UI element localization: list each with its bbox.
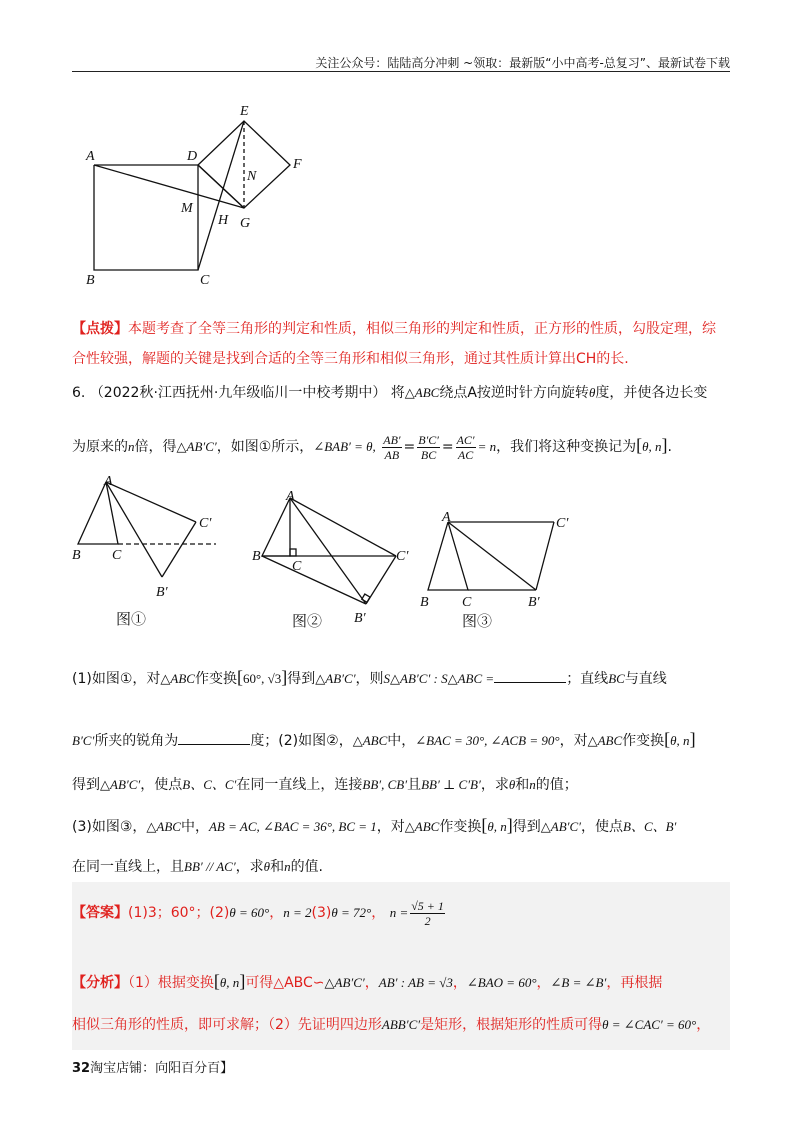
- fig2-caption: 图②: [292, 612, 323, 630]
- header-rule: [72, 71, 730, 72]
- fraction: [410, 899, 445, 928]
- figure-1: [68, 472, 228, 632]
- problem-source: （2022秋·江西抚州·九年级临川一中校考期中）: [89, 385, 387, 401]
- problem-6-line2: 为原来的n倍，得△AB′C′，如图①所示，∠BAB′ = θ, $\frac{AB'}{AB}$ = $\frac{B'C'}{BC}$ = $\frac{AC'}{AC}$ = n，我们将这种变换记为[θ, n].: [72, 432, 672, 462]
- math-angle-b: ∠B = ∠B′: [550, 975, 607, 990]
- text: ，求: [235, 859, 264, 875]
- text: ，使点: [140, 777, 183, 793]
- num: √5 + 1: [411, 898, 444, 913]
- q3-line1: [72, 810, 752, 842]
- f2-label-a: A: [286, 489, 295, 504]
- text: ，再根据: [606, 975, 663, 991]
- text: 度；(2)如图②，: [250, 733, 353, 749]
- math-tri: △AB′C′: [315, 671, 356, 686]
- label-a: A: [86, 149, 95, 164]
- f1-label-c: C: [112, 548, 122, 563]
- text: ，使点: [581, 819, 623, 835]
- math-tri: △ABC: [160, 671, 195, 686]
- math-theta: θ: [263, 859, 271, 874]
- fig3-caption: 图③: [462, 612, 493, 630]
- math-bc: BC: [608, 671, 625, 686]
- label-n: N: [247, 169, 257, 184]
- text: 作变换: [194, 671, 237, 687]
- math-v1: θ = 60°: [229, 905, 270, 920]
- math-tri: △AB′C′: [176, 439, 217, 454]
- math-n: n: [128, 439, 135, 454]
- bracket: [: [213, 971, 220, 991]
- math-v3: θ = 72°: [331, 905, 372, 920]
- num: B′C′: [418, 432, 439, 447]
- math-perp: BB′ ⊥ C′B′: [421, 777, 481, 792]
- text: ，: [364, 975, 379, 991]
- f2-label-c1: C′: [396, 549, 409, 564]
- f3-label-b1: B′: [528, 595, 540, 610]
- text: ；直线: [566, 671, 609, 687]
- math-transform: 60°, √3: [242, 671, 282, 686]
- text: 与直线: [624, 671, 667, 687]
- math-tri: △ABC: [352, 733, 388, 748]
- den: 2: [424, 913, 431, 928]
- analysis-line1: [72, 966, 736, 998]
- fraction: [456, 433, 476, 462]
- square-abcd: [94, 165, 198, 270]
- math-tri: △AB′C′: [540, 819, 581, 834]
- math-angle: ∠BAB′ = θ,: [313, 439, 376, 454]
- label-b: B: [86, 273, 95, 288]
- text: 为原来的: [72, 439, 128, 455]
- text: ，对: [376, 819, 405, 835]
- math-tri: △ABC: [404, 819, 440, 834]
- text: 相似三角形的性质，即可求解；（2）先证明四边形: [72, 1017, 382, 1033]
- answer-tag: 【答案】: [72, 905, 128, 921]
- dianbo-line1: 本题考查了全等三角形的判定和性质，相似三角形的判定和性质，正方形的性质，勾股定理，综: [128, 321, 716, 337]
- label-h: H: [218, 213, 229, 228]
- text: ，: [269, 905, 284, 921]
- answer-line: [72, 898, 732, 928]
- f1-label-c1: C′: [199, 516, 212, 531]
- text: 得到: [287, 671, 316, 687]
- math-n: n: [529, 777, 536, 792]
- math-tri: △AB′C′: [100, 777, 141, 792]
- math-tri: △ABC: [146, 819, 181, 834]
- dianbo-block: [72, 314, 732, 374]
- bracket: ]: [689, 729, 696, 749]
- text: 的值.: [290, 859, 324, 875]
- q1-line2: [72, 724, 752, 756]
- math-v2: n = 2: [283, 905, 312, 920]
- text: ，: [536, 975, 551, 991]
- f1-label-b: B: [72, 548, 81, 563]
- den: AC: [457, 447, 474, 462]
- math-tri: △ABC: [404, 385, 440, 400]
- math-quad: ABB′C′: [381, 1017, 421, 1032]
- bracket: ]: [239, 971, 246, 991]
- text: 在同一直线上，连接: [236, 777, 363, 793]
- math-angles: ∠BAC = 30°, ∠ACB = 90°: [415, 733, 560, 748]
- math-bc1: B′C′: [72, 733, 95, 748]
- bracket: ]: [281, 667, 288, 687]
- text: ，则: [355, 671, 384, 687]
- math-notation: θ, n: [642, 439, 662, 454]
- f1-label-a: A: [104, 474, 113, 489]
- analysis-tag: 【分析】: [72, 975, 128, 991]
- text: 和: [270, 859, 285, 875]
- analysis-line2: [72, 1010, 736, 1040]
- fraction: [417, 433, 440, 462]
- math-transform: θ, n: [487, 819, 507, 834]
- text: 得到: [512, 819, 541, 835]
- answer-blank-2[interactable]: [178, 730, 250, 745]
- dianbo-tag: 【点拨】: [72, 321, 128, 337]
- q3-line2: [72, 852, 752, 882]
- label-m: M: [181, 201, 193, 216]
- math-theta: θ: [508, 777, 516, 792]
- problem-6-line1: [72, 378, 742, 408]
- num: AB′: [383, 432, 401, 447]
- f1-label-b1: B′: [156, 585, 168, 600]
- math-segs: BB′, CB′: [362, 777, 408, 792]
- text: 将: [390, 385, 405, 401]
- text: ，: [696, 1017, 711, 1033]
- answer-blank-1[interactable]: [494, 668, 566, 683]
- text: 作变换: [439, 819, 482, 835]
- problem-number: 6.: [72, 385, 86, 401]
- num: AC′: [456, 432, 475, 447]
- text: 所夹的锐角为: [94, 733, 179, 749]
- bracket: ]: [506, 815, 513, 835]
- den: BC: [420, 447, 437, 462]
- den: AB: [384, 447, 400, 462]
- label-d: D: [187, 149, 198, 164]
- text: ，: [452, 975, 467, 991]
- math-theta: θ: [588, 385, 596, 400]
- bracket: ]: [661, 435, 668, 455]
- label-f: F: [293, 157, 302, 172]
- text: 是矩形，根据矩形的性质可得: [420, 1017, 603, 1033]
- text: 在同一直线上，且: [72, 859, 184, 875]
- math-angle: ∠BAO = 60°: [466, 975, 537, 990]
- math-points: B、C、C′: [182, 777, 237, 792]
- figure-2: [248, 486, 418, 636]
- dianbo-line2: 合性较强，解题的关键是找到合适的全等三角形和相似三角形，通过其性质计算出CH的长.: [72, 351, 629, 367]
- f3-label-a: A: [442, 510, 451, 525]
- bracket: [: [664, 729, 671, 749]
- math-ratio: S△AB′C′ : S△ABC =: [383, 671, 495, 686]
- math-parallel: BB′ // AC′: [184, 859, 236, 874]
- f3-label-c: C: [462, 595, 472, 610]
- math-eq: θ = ∠CAC′ = 60°: [602, 1017, 697, 1032]
- text: 可得△ABC∽: [245, 975, 325, 991]
- bracket: [: [236, 667, 243, 687]
- text: ，求: [480, 777, 509, 793]
- f2-label-b: B: [252, 549, 261, 564]
- figure-square-geometry: [80, 98, 320, 298]
- label-e: E: [240, 104, 249, 119]
- text: （1）根据变换: [128, 975, 214, 991]
- text: (1)3；60°；(2): [128, 905, 230, 921]
- f3-label-c1: C′: [556, 516, 569, 531]
- text: (1)如图①，对: [72, 671, 161, 687]
- math-points: B、C、B′: [623, 819, 677, 834]
- text: ，如图①所示，: [216, 439, 314, 455]
- page-header: 关注公众号：陆陆高分冲刺 ~领取：最新版“小中高考-总复习”、最新试卷下载: [315, 56, 730, 70]
- footer-text: 淘宝店铺：向阳百分百】: [90, 1061, 234, 1076]
- math-tri: △ABC: [587, 733, 623, 748]
- math-ratio: AB′ : AB = √3: [378, 975, 453, 990]
- math-v4-pre: n =: [389, 905, 409, 920]
- bracket: [: [481, 815, 488, 835]
- math-transform: θ, n: [670, 733, 690, 748]
- q1-line1: [72, 662, 752, 694]
- q1-line3: [72, 770, 752, 800]
- math-n: n: [284, 859, 291, 874]
- math-cond: AB = AC, ∠BAC = 36°, BC = 1: [208, 819, 377, 834]
- text: 的值；: [535, 777, 578, 793]
- text: 作变换: [622, 733, 665, 749]
- text: 且: [407, 777, 422, 793]
- bracket: [: [636, 435, 643, 455]
- text: ，: [371, 905, 386, 921]
- math-tri: △AB′C′: [324, 975, 365, 990]
- fig1-caption: 图①: [116, 610, 147, 628]
- text: (3): [311, 905, 332, 921]
- f3-label-b: B: [420, 595, 429, 610]
- page-number: 32: [72, 1061, 91, 1076]
- label-c: C: [200, 273, 210, 288]
- f2-label-b1: B′: [354, 611, 366, 626]
- math-eq: = n: [477, 439, 497, 454]
- label-g: G: [240, 216, 251, 231]
- figure-3: [414, 504, 590, 634]
- text: 中，: [180, 819, 209, 835]
- page-footer: [72, 1057, 233, 1076]
- text: 和: [515, 777, 530, 793]
- text: 中，: [387, 733, 416, 749]
- fraction: [382, 433, 401, 462]
- text: .: [667, 439, 672, 455]
- text: 度，并使各边长变: [595, 385, 708, 401]
- math-transform: θ, n: [219, 975, 240, 990]
- text: ，对: [559, 733, 588, 749]
- text: (3)如图③，: [72, 819, 147, 835]
- text: 倍，得: [134, 439, 177, 455]
- text: 得到: [72, 777, 100, 793]
- text: ，我们将这种变换记为: [496, 439, 637, 455]
- text: 绕点A按逆时针方向旋转: [439, 385, 589, 401]
- f2-label-c: C: [292, 559, 302, 574]
